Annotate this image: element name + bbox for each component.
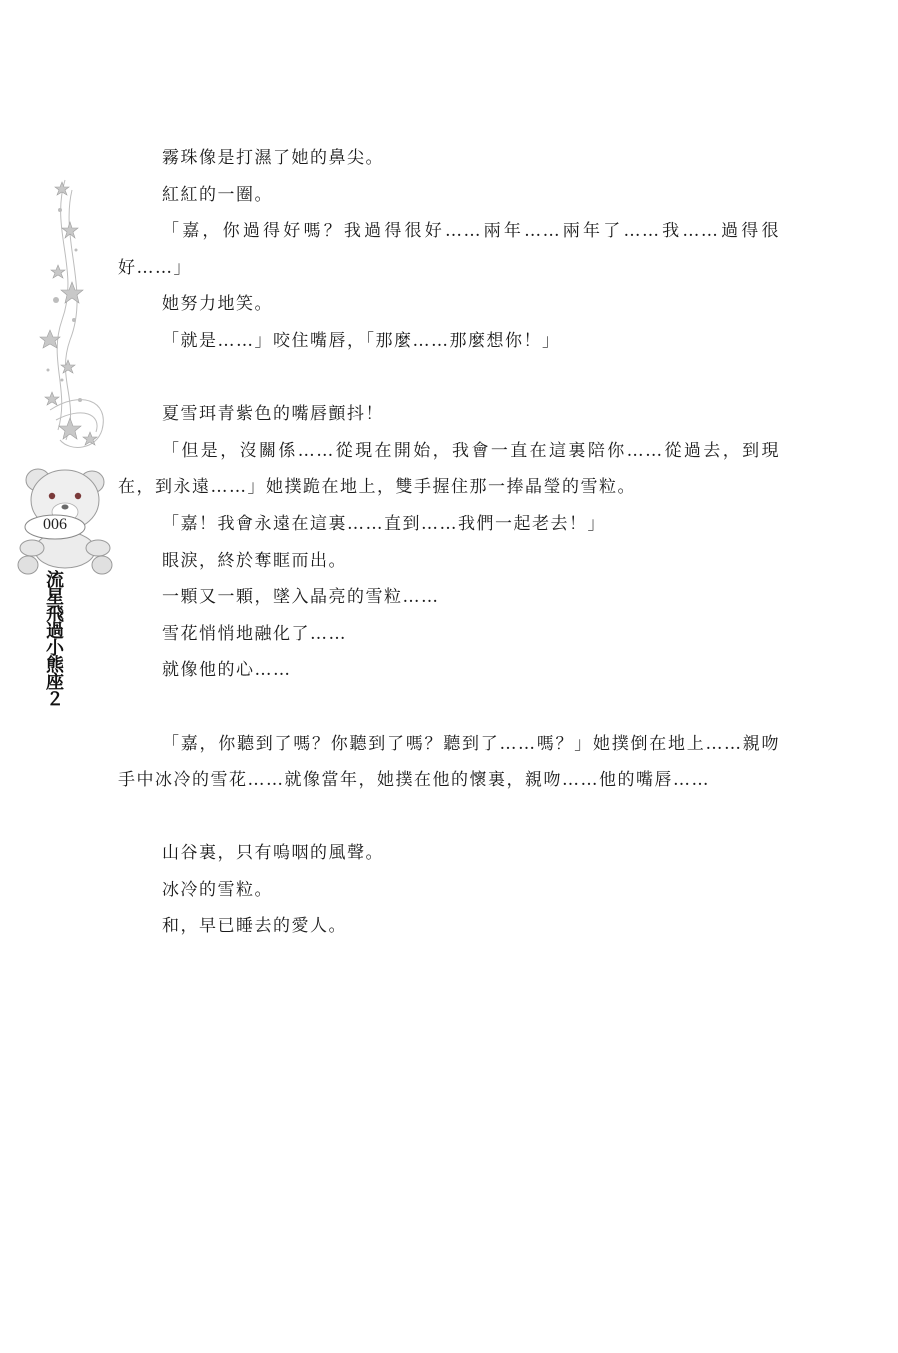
book-page-text xyxy=(118,140,780,945)
paragraph: 「嘉，你聽到了嗎？你聽到了嗎？聽到了……嗎？」她撲倒在地上……親吻手中冰冷的雪花……就像當年，她撲在他的懷裏，親吻……他的嘴唇…… xyxy=(118,733,780,791)
page-number: 006 xyxy=(43,516,67,533)
paragraph: 紅紅的一圈。 xyxy=(162,184,273,205)
book-title-char: 座 xyxy=(46,672,64,693)
book-title-char: 小 xyxy=(46,638,64,659)
paragraph: 雪花悄悄地融化了…… xyxy=(162,623,347,644)
paragraph: 「嘉，你過得好嗎？我過得很好……兩年……兩年了……我……過得很好……」 xyxy=(118,221,780,278)
paragraph: 「就是……」咬住嘴唇，「那麼……那麼想你！」 xyxy=(162,330,561,351)
book-title-vertical xyxy=(42,572,68,708)
book-title-char: 過 xyxy=(46,621,64,642)
paragraph: 夏雪珥青紫色的嘴唇顫抖！ xyxy=(162,404,384,425)
paragraph: 「但是，沒關係……從現在開始，我會一直在這裏陪你……從過去，到現在，到永遠……」她撲跪在地上，雙手握住那一捧晶瑩的雪粒。 xyxy=(118,440,780,498)
book-title-char: 流 xyxy=(46,570,64,591)
star-icon xyxy=(40,182,97,445)
book-title-char: 星 xyxy=(46,587,64,608)
paragraph: 冰冷的雪粒。 xyxy=(162,879,273,900)
paragraph: 一顆又一顆，墜入晶亮的雪粒…… xyxy=(162,587,440,608)
paragraph-gap xyxy=(118,689,780,726)
paragraph: 她努力地笑。 xyxy=(162,294,273,315)
book-title-char: 飛 xyxy=(46,604,64,625)
paragraph: 霧珠像是打濕了她的鼻尖。 xyxy=(162,148,384,168)
book-title-char: 熊 xyxy=(46,655,64,676)
paragraph: 眼淚，終於奪眶而出。 xyxy=(162,550,347,571)
book-title-char: ２ xyxy=(46,689,64,710)
star-ribbon-icon xyxy=(50,180,103,447)
paragraph: 就像他的心…… xyxy=(162,660,292,681)
paragraph: 山谷裏，只有嗚咽的風聲。 xyxy=(162,843,384,864)
paragraph-gap xyxy=(118,799,780,836)
paragraph: 和，早已睡去的愛人。 xyxy=(162,916,347,937)
paragraph-gap xyxy=(118,360,780,397)
paragraph: 「嘉！我會永遠在這裏……直到……我們一起老去！」 xyxy=(162,513,606,534)
